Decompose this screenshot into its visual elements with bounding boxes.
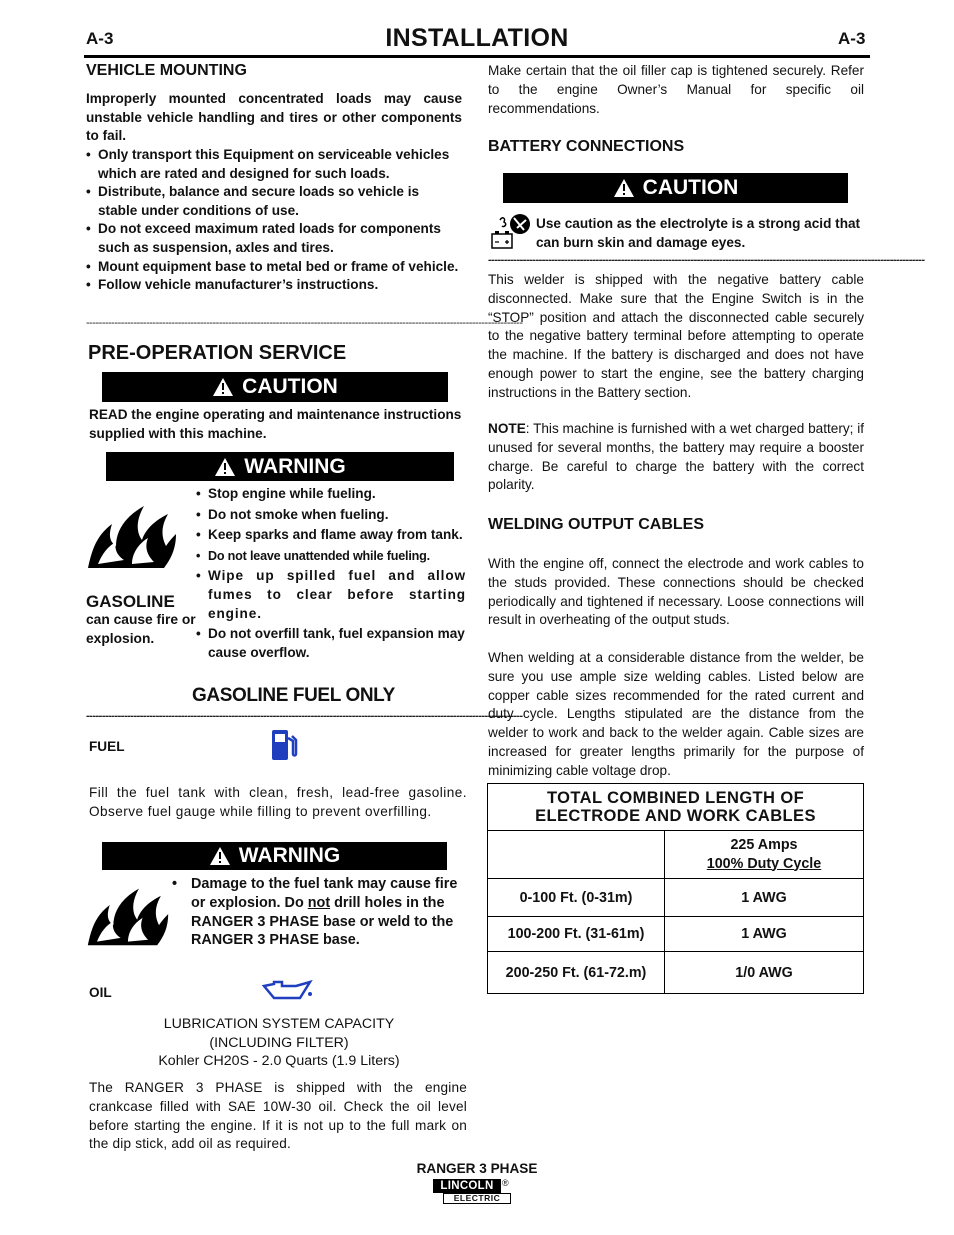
vehicle-mounting-heading: VEHICLE MOUNTING (86, 62, 247, 79)
battery-caution-banner: CAUTION (503, 173, 848, 203)
list-item: • Follow vehicle manufacturer’s instructions. (86, 277, 379, 293)
battery-note: NOTE: This machine is furnished with a wet charged battery; if unused for several months, the battery may require a booster charge. Be careful to charge the battery with the correct polarity. (488, 421, 865, 493)
warning-banner-fuel: WARNING (106, 452, 454, 481)
warning-triangle-icon (212, 377, 234, 397)
table-row (488, 831, 864, 879)
battery-text: This welder is shipped with the negative battery cable disconnected. Make sure that the Engine Switch is in the “STOP” position and attach the disconnected cable securely to the negative battery terminal before attempting to operate the machine. If the battery is discharged and does not have enough power to start the engine, see the battery charging instructions in the Battery section. (488, 272, 864, 400)
list-item: • Keep sparks and flame away from tank. (196, 527, 463, 543)
table-column-header: 225 Amps 100% Duty Cycle (665, 831, 864, 879)
list-item: • Do not leave unattended while fueling. (196, 548, 430, 563)
pre-operation-heading: PRE-OPERATION SERVICE (88, 342, 347, 364)
divider: ------------------------------------------------------------------------------------------------------------------------------------------ (86, 317, 523, 329)
fuel-text: Fill the fuel tank with clean, fresh, lead-free gasoline. Observe fuel gauge while filling to prevent overfilling. (89, 785, 467, 819)
vehicle-mounting-intro: Improperly mounted concentrated loads may cause unstable vehicle handling and tires or other components to fail. (86, 91, 462, 144)
gasoline-title: GASOLINE (86, 592, 175, 611)
oil-label: OIL (89, 985, 112, 1000)
list-item: • Do not overfill tank, fuel expansion may cause overflow. (196, 626, 465, 660)
table-row (488, 879, 864, 917)
fuel-pump-icon (270, 728, 298, 762)
welding-cables-heading: WELDING OUTPUT CABLES (488, 516, 704, 533)
table-cell (488, 831, 665, 879)
table-cell: 200-250 Ft. (61-72.m) (488, 952, 665, 994)
table-cell: 1 AWG (665, 879, 864, 917)
gasoline-subtitle: can cause fire or explosion. (86, 612, 196, 646)
list-item: • Wipe up spilled fuel and allow fumes to clear before starting engine. (196, 568, 466, 621)
battery-heading: BATTERY CONNECTIONS (488, 138, 685, 155)
warning-triangle-icon (214, 457, 236, 477)
page-code-right: A-3 (838, 29, 866, 48)
fuel-label: FUEL (89, 739, 125, 754)
warning-banner-tank: WARNING (102, 842, 447, 870)
table-cell: 0-100 Ft. (0-31m) (488, 879, 665, 917)
fuel-warning-list (196, 485, 466, 662)
oil-cap-text: Make certain that the oil filler cap is tightened securely. Refer to the engine Owner’s Manual for specific oil recommendations. (488, 63, 864, 116)
table-cell: 1 AWG (665, 917, 864, 952)
divider: ------------------------------------------------------------------------------------------------------------------------------------------ (488, 254, 925, 266)
gasoline-fuel-only: GASOLINE FUEL ONLY (192, 685, 395, 706)
battery-acid-icon (490, 212, 532, 250)
footer-model: RANGER 3 PHASE (416, 1161, 538, 1176)
warning-triangle-icon (209, 846, 231, 866)
fire-icon (86, 502, 178, 570)
fire-icon (86, 882, 170, 950)
divider: ------------------------------------------------------------------------------------------------------------------------------------------ (86, 710, 523, 722)
table-row (488, 784, 864, 831)
lincoln-electric-logo: LINCOLN ® ELECTRIC (433, 1179, 511, 1205)
list-item: • Do not exceed maximum rated loads for components such as suspension, axles and tires. (86, 221, 441, 255)
page-code-left: A-3 (86, 29, 114, 48)
table-cell: 100-200 Ft. (31-61m) (488, 917, 665, 952)
warning-triangle-icon (613, 178, 635, 198)
table-row (488, 917, 864, 952)
vehicle-mounting-list (86, 146, 462, 295)
tank-warning: • Damage to the fuel tank may cause fire or explosion. Do not drill holes in the RANGER 3 PHASE base or weld to the RANGER 3 PHASE base. (172, 876, 458, 949)
table-row (488, 952, 864, 994)
list-item: • Distribute, balance and secure loads so vehicle is stable under conditions of use. (86, 184, 420, 218)
list-item: • Only transport this Equipment on serviceable vehicles which are rated and designed for such loads. (86, 147, 450, 181)
oil-can-icon (260, 978, 314, 1002)
list-item: • Do not smoke when fueling. (196, 506, 389, 522)
battery-caution-text: Use caution as the electrolyte is a strong acid that can burn skin and damage eyes. (536, 216, 861, 250)
oil-capacity: LUBRICATION SYSTEM CAPACITY (INCLUDING FILTER) Kohler CH20S - 2.0 Quarts (1.9 Liters) (158, 1016, 400, 1069)
header-rule (84, 55, 870, 58)
oil-text: The RANGER 3 PHASE is shipped with the engine crankcase filled with SAE 10W-30 oil. Check the oil level before starting the engine. If it is not up to the full mark on the dip stick, add oil as required. (89, 1080, 467, 1152)
table-cell: 1/0 AWG (665, 952, 864, 994)
cable-size-table (487, 783, 864, 994)
caution-banner: CAUTION (102, 372, 448, 402)
welding-cables-text-2: When welding at a considerable distance from the welder, be sure you use ample size welding cables. Listed below are copper cable sizes recommended for the rated current and duty cycle. Lengths stipulated are the distance from the welder to work and back to the welder again. Cable sizes are increased for greater lengths primarily for the purpose of minimizing cable voltage drop. (488, 650, 864, 778)
caution-text: READ the engine operating and maintenance instructions supplied with this machine. (89, 407, 462, 441)
list-item: • Stop engine while fueling. (196, 486, 376, 501)
table-title: TOTAL COMBINED LENGTH OF ELECTRODE AND WORK CABLES (488, 784, 864, 831)
welding-cables-text-1: With the engine off, connect the electrode and work cables to the studs provided. These connections should be checked periodically and tightened if necessary. Loose connections will result in overheating of the output studs. (488, 556, 864, 628)
page-title: INSTALLATION (385, 24, 569, 52)
list-item: • Mount equipment base to metal bed or frame of vehicle. (86, 258, 459, 274)
